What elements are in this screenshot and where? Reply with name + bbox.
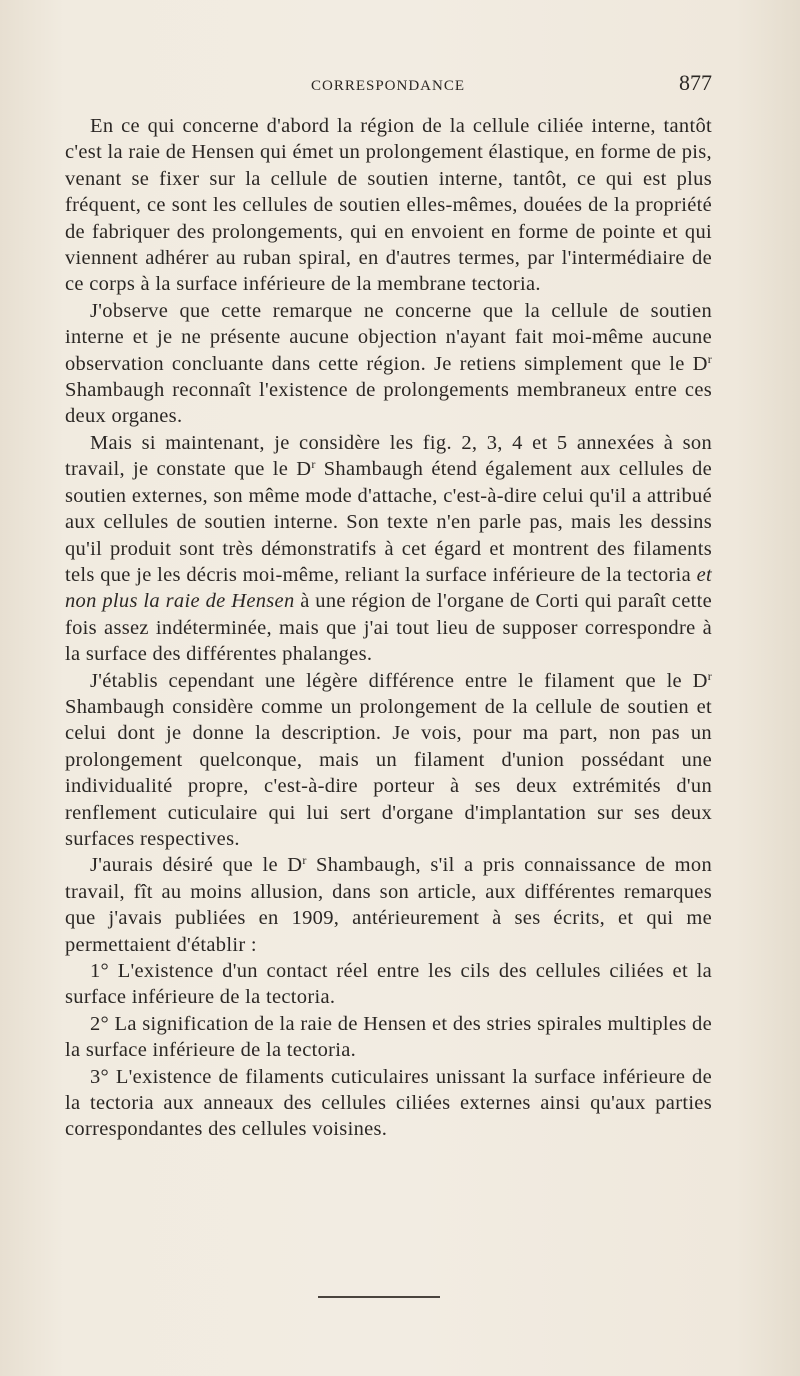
paragraph-3-text-a: Mais si maintenant, je considère les fig. 2, 3, 4 et 5 annexées à son travail, je constate que le D	[65, 431, 712, 481]
paragraph-3-text-b: Shambaugh étend également aux cellules de soutien externes, son même mode d'attache, c'est-à-dire celui qu'il a attribué aux cellules de soutien interne. Son texte n'en parle pas, mais les dessins qu'il produit sont très démonstratifs à cet égard et montrent des filaments tels que je les décris moi-même, reliant la surface inférieure de la tectoria	[65, 458, 712, 586]
paragraph-2-text-a: J'observe que cette remarque ne concerne que la cellule de soutien interne et je ne présente aucune objection n'ayant fait moi-même aucune observation concluante dans cette région. Je retiens simplement que le D	[65, 299, 712, 375]
paragraph-3-text-c: à une région de l'organe de Corti qui paraît cette fois assez indéterminée, mais que j'ai tout lieu de supposer correspondre à la surface des différentes phalanges.	[65, 590, 712, 666]
paragraph-5	[65, 852, 712, 958]
page-header	[64, 68, 712, 104]
paragraph-3	[65, 430, 712, 668]
paragraph-8: 3° L'existence de filaments cuticulaires unissant la surface inférieure de la tectoria aux anneaux des cellules ciliées externes ainsi qu'aux parties correspondantes des cellules voisines.	[65, 1065, 712, 1141]
paragraph-2	[65, 298, 712, 430]
paragraph-2-text-b: Shambaugh reconnaît l'existence de prolongements membraneux entre ces deux organes.	[65, 379, 712, 428]
paragraph-4-text-b: Shambaugh considère comme un prolongement de la cellule de soutien et celui dont je donne la description. Je vois, pour ma part, non pas un prolongement quelconque, mais un filament d'union possédant une individualité propre, c'est-à-dire porteur à ses deux extrémités d'un renflement cuticulaire qui lui sert d'organe d'implantation sur ses deux surfaces respectives.	[65, 695, 712, 850]
paragraph-5-text-a: J'aurais désiré que le D	[90, 854, 303, 877]
superscript-r: r	[707, 351, 712, 366]
paragraph-5-text-b: Shambaugh, s'il a pris connaissance de mon travail, fît au moins allusion, dans son article, aux différentes remarques que j'avais publiées en 1909, antérieurement à ses écrits, et qui me permettaient d'établir :	[65, 854, 713, 956]
running-head: CORRESPONDANCE	[310, 78, 466, 94]
paragraph-6: 1° L'existence d'un contact réel entre les cils des cellules ciliées et la surface inférieure de la tectoria.	[65, 960, 712, 1009]
superscript-r: r	[302, 853, 307, 868]
body-text	[65, 113, 712, 1143]
paragraph-4-text-a: J'établis cependant une légère différence entre le filament que le D	[90, 669, 708, 692]
end-rule	[318, 1296, 440, 1298]
paragraph-4	[65, 668, 712, 853]
superscript-r: r	[707, 668, 712, 683]
paragraph-1: En ce qui concerne d'abord la région de la cellule ciliée interne, tantôt c'est la raie de Hensen qui émet un prolongement élastique, en forme de pis, venant se fixer sur la cellule de soutien interne, tantôt, ce qui est plus fréquent, ce sont les cellules de soutien elles-mêmes, douées de la propriété de fabriquer des prolongements, qui en envoient en forme de pointe et qui viennent adhérer au ruban spiral, en d'autres termes, par l'intermédiaire de ce corps à la surface inférieure de la membrane tectoria.	[65, 115, 712, 296]
paragraph-3-italic: et non plus la raie de Hensen	[65, 563, 712, 613]
superscript-r: r	[311, 457, 316, 472]
paragraph-7: 2° La signification de la raie de Hensen et des stries spirales multiples de la surface inférieure de la tectoria.	[65, 1012, 712, 1062]
page-number: 877	[679, 70, 712, 95]
